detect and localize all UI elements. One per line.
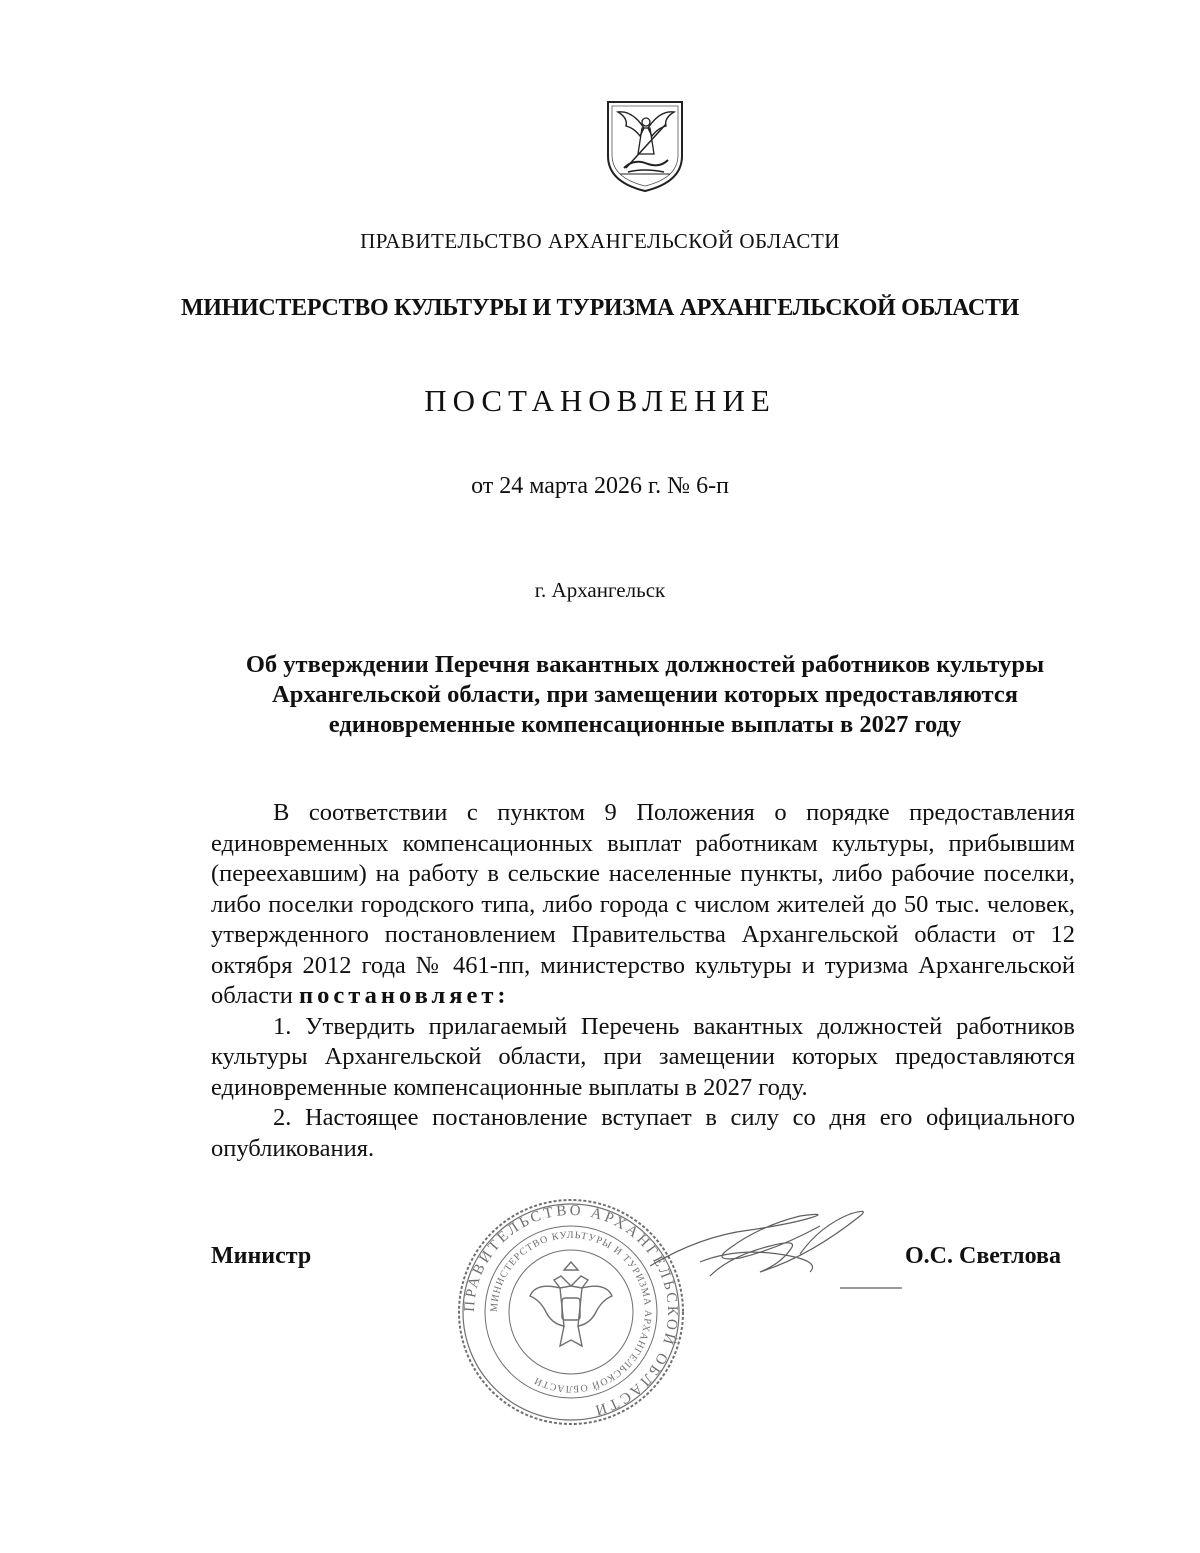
seal-outer-text: ПРАВИТЕЛЬСТВО АРХАНГЕЛЬСКОЙ ОБЛАСТИ — [461, 1202, 681, 1419]
document-type: ПОСТАНОВЛЕНИЕ — [424, 383, 776, 418]
decree-word: постановляет: — [299, 982, 510, 1009]
handwritten-signature — [640, 1196, 910, 1296]
coat-of-arms-icon — [604, 98, 686, 194]
body-paragraph — [211, 798, 1075, 1012]
document-city: г. Архангельск — [534, 578, 666, 602]
seal-inner-text: МИНИСТЕРСТВО КУЛЬТУРЫ И ТУРИЗМА АРХАНГЕЛЬСКОЙ ОБЛАСТИ — [488, 1229, 654, 1395]
document-date-number: от 24 марта 2026 г. № 6-п — [471, 473, 729, 499]
body-item-2: 2. Настоящее постановление вступает в силу со дня его официального опубликования. — [211, 1104, 1075, 1162]
document-title: Об утверждении Перечня вакантных должностей работников культуры Архангельской области, при замещении которых предоставляются единовременные компенсационные выплаты в 2027 году — [245, 651, 1045, 738]
body-item-1: 1. Утвердить прилагаемый Перечень вакантных должностей работников культуры Архангельской области, при замещении которых предоставляются единовременные компенсационные выплаты в 2027 году. — [211, 1012, 1075, 1101]
signatory-name: О.С. Светлова — [905, 1243, 1061, 1269]
signatory-position: Министр — [211, 1243, 312, 1269]
government-name: ПРАВИТЕЛЬСТВО АРХАНГЕЛЬСКОЙ ОБЛАСТИ — [360, 229, 840, 253]
svg-text:МИНИСТЕРСТВО КУЛЬТУРЫ И ТУРИЗМ — [489, 1230, 653, 1394]
ministry-name: МИНИСТЕРСТВО КУЛЬТУРЫ И ТУРИЗМА АРХАНГЕЛЬСКОЙ ОБЛАСТИ — [180, 295, 1020, 321]
document-body — [211, 798, 1075, 1164]
preamble-text: В соответствии с пунктом 9 Положения о порядке предоставления единовременных компенсационных выплат работникам культуры, прибывшим (переехавшим) на работу в сельские населенные пункты, либо рабочие поселки, либо поселки городского типа, либо города с числом жителей до 50 тыс. человек, утвержденного постановлением Правительства Архангельской области от 12 октября 2012 года № 461-пп, министерство культуры и туризма Архангельской области — [211, 799, 1075, 1009]
